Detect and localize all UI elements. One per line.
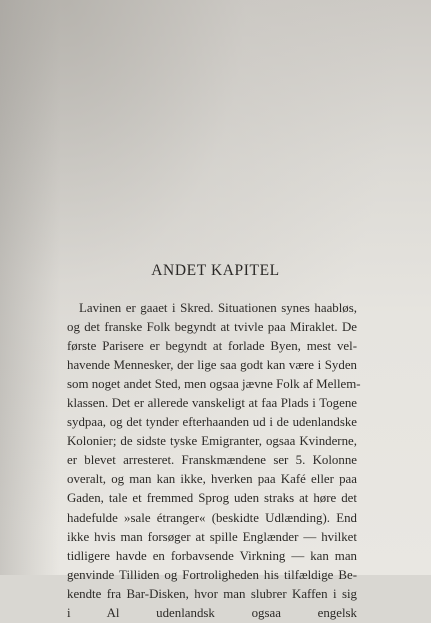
text-line: sydpaa, og det tynder efterhaanden ud i de udenlandske bbox=[67, 415, 357, 430]
text-line: klassen. Det er allerede vanskeligt at faa Plads i Togene bbox=[67, 396, 357, 411]
chapter-title: ANDET KAPITEL bbox=[151, 262, 280, 279]
text-line: hadefulde »sale étranger« (beskidte Udlænding). End bbox=[67, 510, 357, 525]
text-line: Kolonier; de sidste tyske Emigranter, ogsaa Kvinderne, bbox=[67, 434, 357, 449]
text-line: overalt, og man kan ikke, hverken paa Kafé eller paa bbox=[67, 472, 357, 487]
text-line: ikke hvis man forsøger at spille Englænder — hvilket bbox=[67, 529, 357, 544]
text-line: Lavinen er gaaet i Skred. Situationen synes haabløs, bbox=[79, 301, 357, 315]
text-line: genvinde Tilliden og Fortroligheden his tilfældige Be- bbox=[67, 567, 357, 582]
text-line: og det franske Folk begyndt at tvivle paa Miraklet. De bbox=[67, 320, 357, 335]
chapter-paragraph bbox=[67, 299, 361, 623]
text-line: i Al udenlandsk ogsaa engelsk bbox=[67, 605, 357, 620]
text-line: er blevet arresteret. Franskmændene ser 5. Kolonne bbox=[67, 453, 357, 468]
text-line: tidligere havde en forbavsende Virkning — kan man bbox=[67, 548, 357, 563]
text-line: kendte fra Bar-Disken, hvor man slubrer Kaffen i sig bbox=[67, 586, 357, 601]
text-line: Gaden, tale et fremmed Sprog uden straks at høre det bbox=[67, 491, 357, 506]
page-shadow bbox=[0, 0, 60, 575]
text-line: havende Mennesker, der lige saa godt kan være i Syden bbox=[67, 358, 357, 373]
text-line: første Parisere er begyndt at forlade Byen, mest vel- bbox=[67, 339, 357, 354]
text-line: som noget andet Sted, men ogsaa jævne Folk af Mellem- bbox=[67, 377, 361, 392]
